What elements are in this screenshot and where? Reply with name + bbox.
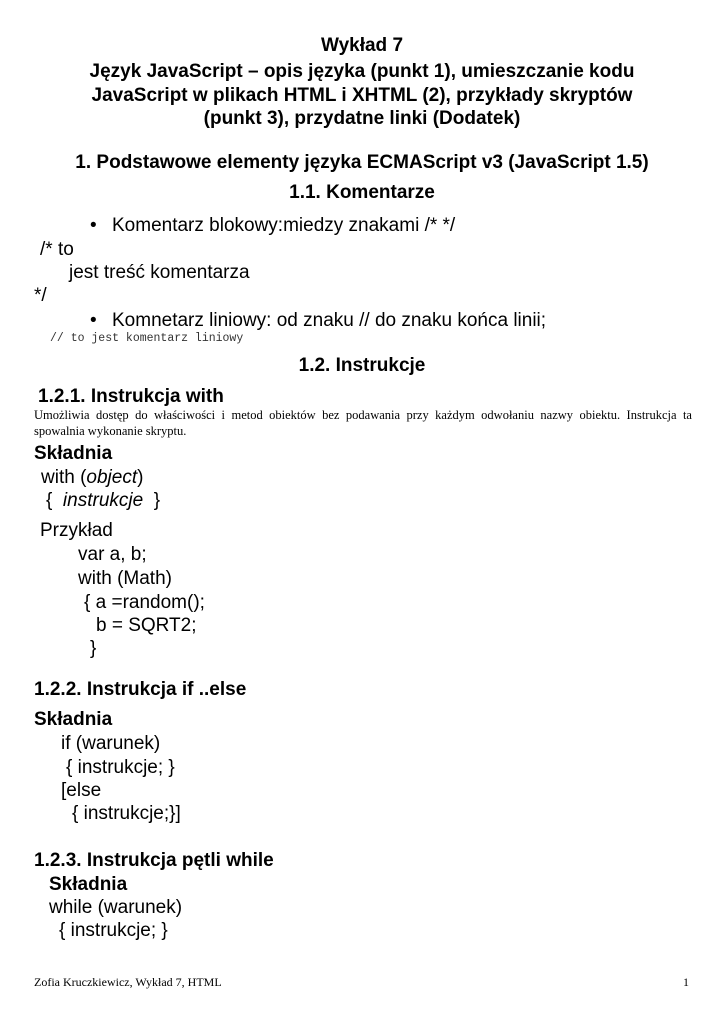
with-syntax-line-2 <box>46 490 160 512</box>
with-syntax-object: object <box>86 467 138 488</box>
with-example-line-2: with (Math) <box>78 568 172 589</box>
while-line-2: { instrukcje; } <box>59 920 168 941</box>
comments-heading: 1.1. Komentarze <box>289 182 435 203</box>
with-example-line-5: } <box>90 638 97 659</box>
with-example-line-4: b = SQRT2; <box>96 615 197 636</box>
while-syntax-label: Składnia <box>49 874 128 895</box>
while-heading: 1.2.3. Instrukcja pętli while <box>34 850 274 871</box>
block-comment-line-1: /* to <box>40 239 74 260</box>
while-line-1: while (warunek) <box>49 897 183 918</box>
lecture-title: Wykład 7 <box>320 35 404 56</box>
with-syntax-prefix: with ( <box>41 467 87 488</box>
bullet-block-comment-text: Komentarz blokowy:miedzy znakami /* */ <box>112 215 456 236</box>
subtitle-line-1: Język JavaScript – opis języka (punkt 1), umieszczanie kodu <box>89 61 635 82</box>
footer-author: Zofia Kruczkiewicz, Wykład 7, HTML <box>34 975 222 989</box>
with-heading: 1.2.1. Instrukcja with <box>38 386 224 407</box>
footer-page-number: 1 <box>683 975 689 989</box>
with-syntax-label: Składnia <box>34 443 113 464</box>
bullet-block-comment <box>90 215 455 237</box>
instructions-heading: 1.2. Instrukcje <box>298 355 426 376</box>
bullet-icon: • <box>90 215 97 236</box>
ifelse-heading: 1.2.2. Instrukcja if ..else <box>34 679 247 700</box>
with-syntax-suffix: ) <box>137 467 144 488</box>
subtitle-line-3: (punkt 3), przydatne linki (Dodatek) <box>203 108 521 129</box>
ifelse-line-4: { instrukcje;}] <box>72 803 181 824</box>
ifelse-line-1: if (warunek) <box>61 733 161 754</box>
with-example-line-3: { a =random(); <box>84 592 205 613</box>
with-example-line-1: var a, b; <box>78 544 147 565</box>
ifelse-line-2: { instrukcje; } <box>66 757 175 778</box>
subtitle-line-2: JavaScript w plikach HTML i XHTML (2), przykłady skryptów <box>91 85 633 106</box>
with-syntax-close-brace: } <box>153 490 161 511</box>
bullet-line-comment <box>90 310 546 332</box>
block-comment-line-2: jest treść komentarza <box>69 262 250 283</box>
with-syntax-body: instrukcje <box>62 490 144 511</box>
with-description: Umożliwia dostęp do właściwości i metod obiektów bez podawania przy każdym odwołaniu nazwy obiektu. Instrukcja ta spowalnia wykonanie skryptu. <box>34 408 692 438</box>
block-comment-line-3: */ <box>34 285 47 306</box>
bullet-icon: • <box>90 310 97 331</box>
with-syntax-line-1 <box>41 467 143 489</box>
section-1-heading: 1. Podstawowe elementy języka ECMAScript v3 (JavaScript 1.5) <box>75 152 649 173</box>
ifelse-syntax-label: Składnia <box>34 709 113 730</box>
with-example-label: Przykład <box>40 520 113 541</box>
ifelse-line-3: [else <box>61 780 102 801</box>
bullet-line-comment-text: Komnetarz liniowy: od znaku // do znaku końca linii; <box>112 310 547 331</box>
line-comment-example: // to jest komentarz liniowy <box>50 332 244 345</box>
with-syntax-open-brace: { <box>46 490 53 511</box>
